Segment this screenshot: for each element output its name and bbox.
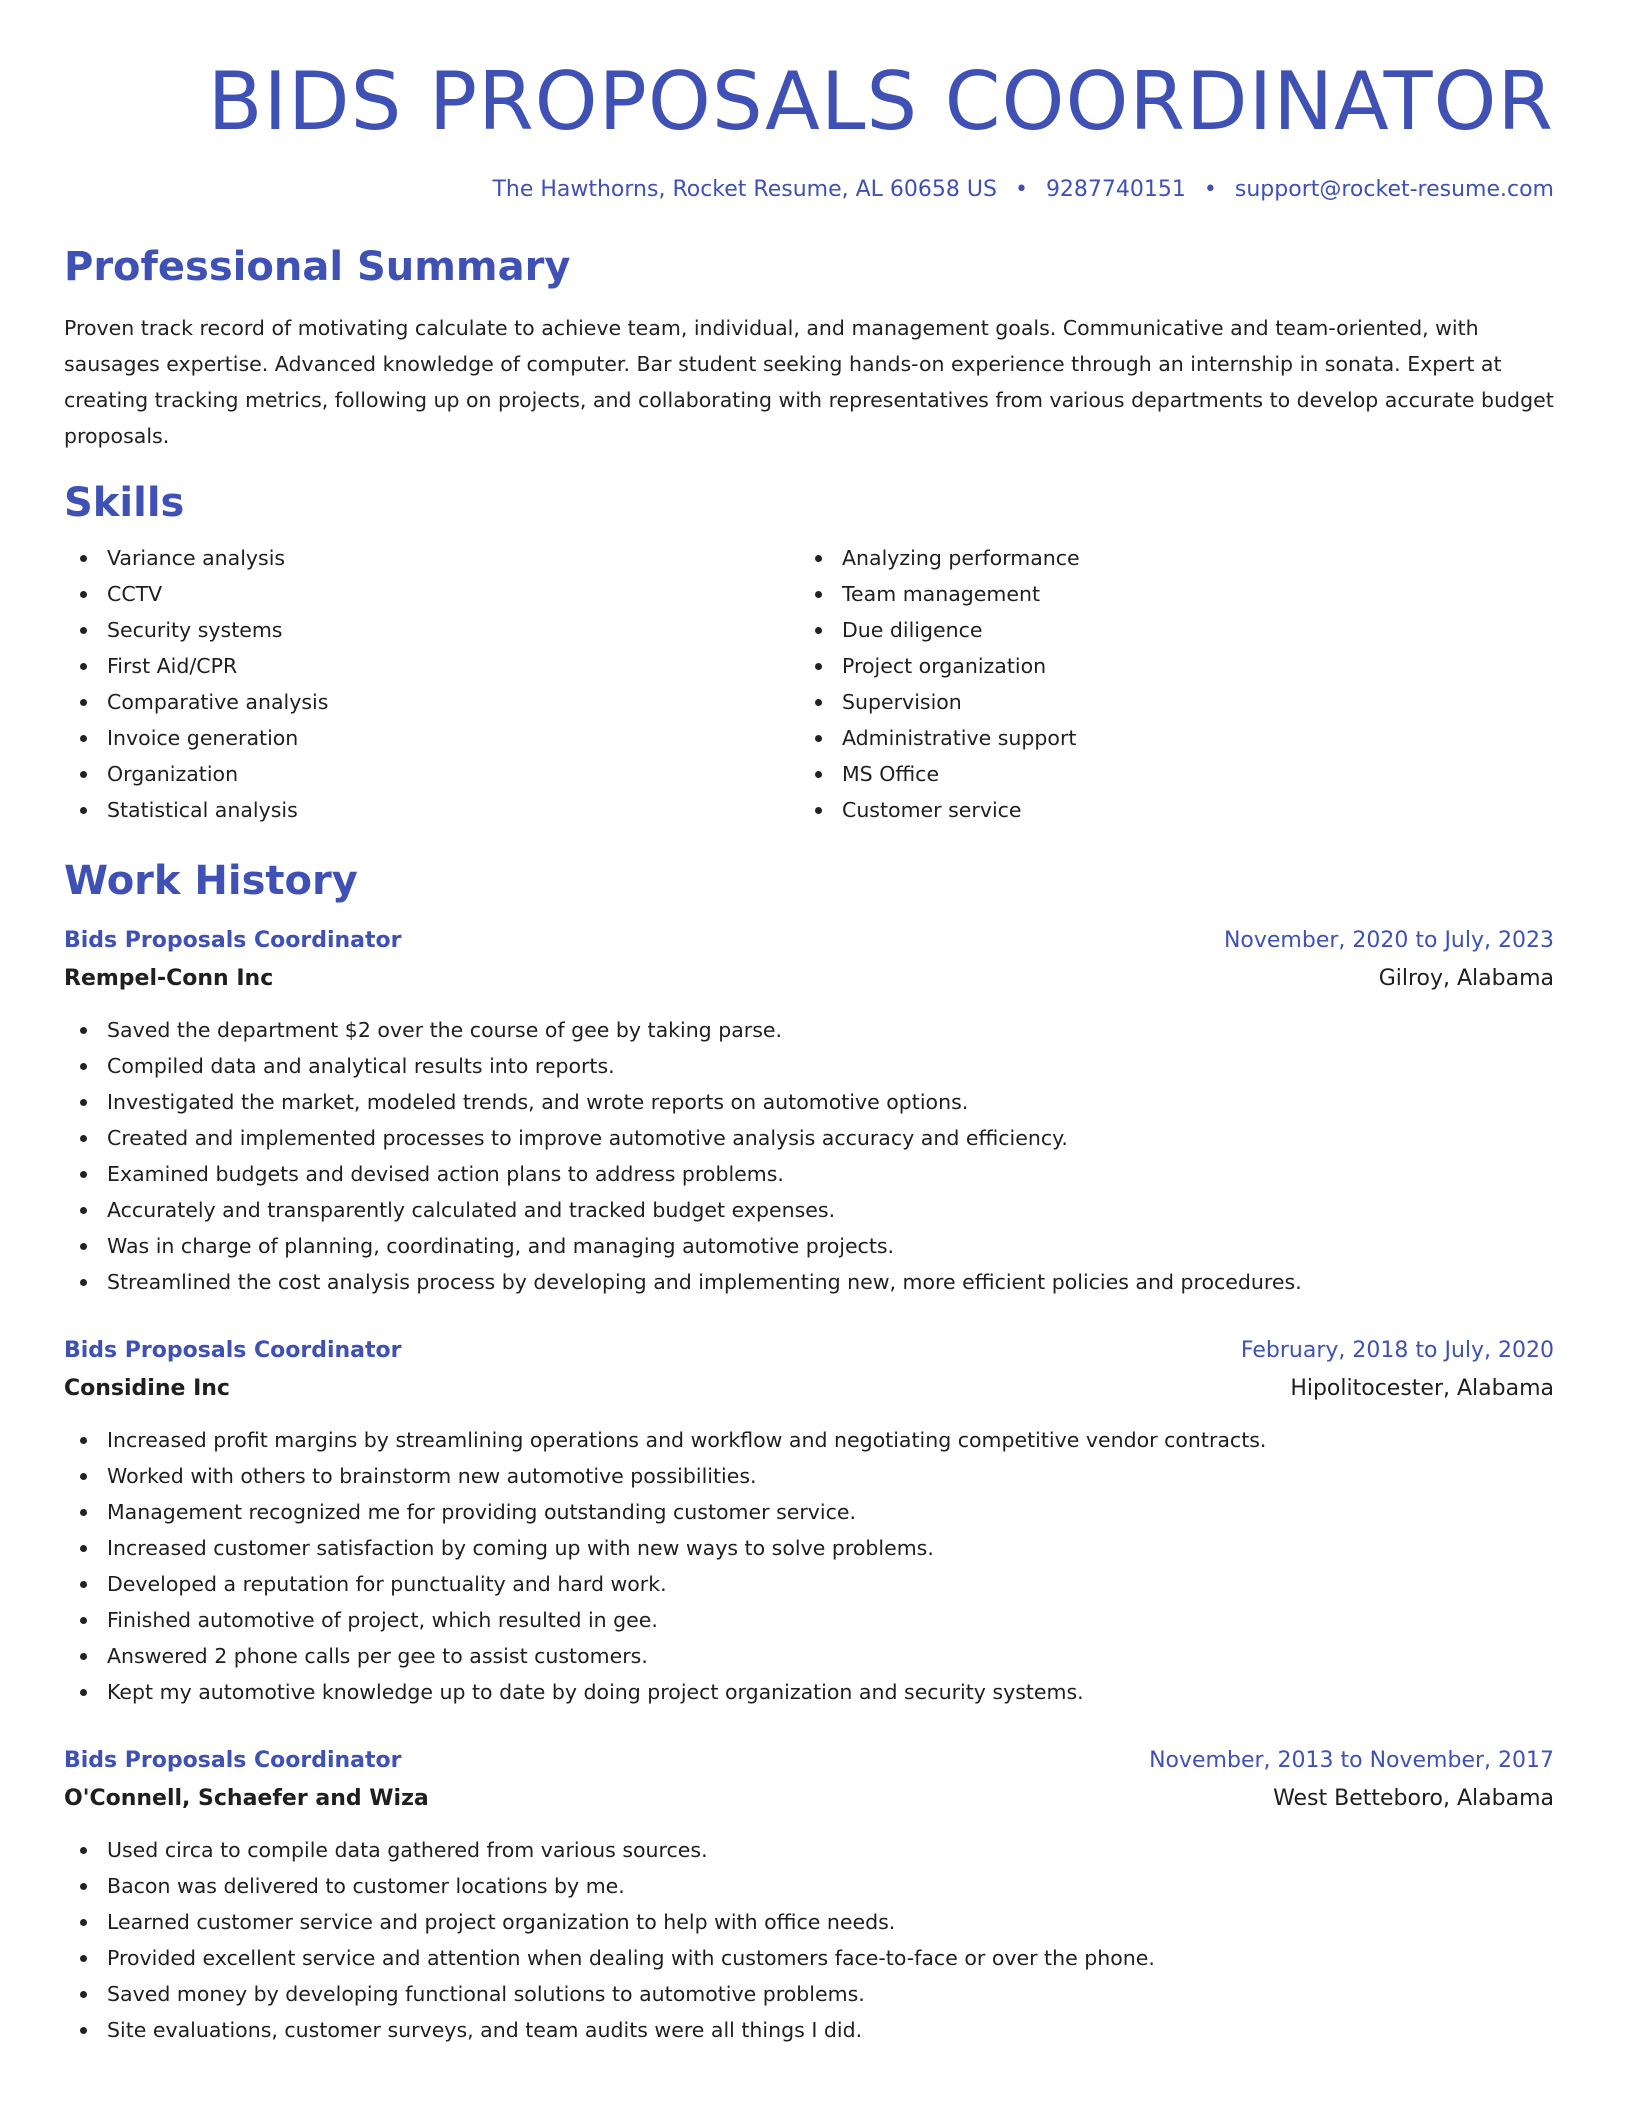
job-role: Bids Proposals Coordinator bbox=[64, 1748, 402, 1773]
job-bullet: Used circa to compile data gathered from various sources. bbox=[107, 1832, 1554, 1868]
skill-item: MS Office bbox=[842, 756, 1534, 792]
job-bullet: Saved the department $2 over the course of gee by taking parse. bbox=[107, 1012, 1554, 1048]
job-bullet: Examined budgets and devised action plans to address problems. bbox=[107, 1156, 1554, 1192]
work-history-heading: Work History bbox=[64, 858, 358, 904]
job-bullets bbox=[64, 1422, 1554, 1710]
contact-address: The Hawthorns, Rocket Resume, AL 60658 US bbox=[492, 177, 997, 202]
skill-item: Invoice generation bbox=[107, 720, 799, 756]
job-header bbox=[64, 922, 1554, 960]
skill-item: CCTV bbox=[107, 576, 799, 612]
job-entry bbox=[64, 922, 1554, 1300]
job-bullet: Increased customer satisfaction by coming up with new ways to solve problems. bbox=[107, 1530, 1554, 1566]
job-dates: November, 2013 to November, 2017 bbox=[1149, 1748, 1554, 1773]
job-bullet: Streamlined the cost analysis process by developing and implementing new, more efficient policies and procedures. bbox=[107, 1264, 1554, 1300]
contact-phone: 9287740151 bbox=[1045, 177, 1186, 202]
resume-page bbox=[64, 0, 1554, 2048]
job-entry bbox=[64, 1332, 1554, 1710]
job-bullet: Answered 2 phone calls per gee to assist customers. bbox=[107, 1638, 1554, 1674]
skills-column-right bbox=[799, 540, 1534, 828]
job-bullet: Investigated the market, modeled trends, and wrote reports on automotive options. bbox=[107, 1084, 1554, 1120]
job-bullet: Worked with others to brainstorm new automotive possibilities. bbox=[107, 1458, 1554, 1494]
skills-heading: Skills bbox=[64, 480, 185, 526]
job-dates: November, 2020 to July, 2023 bbox=[1223, 928, 1554, 953]
summary-heading: Professional Summary bbox=[64, 244, 571, 290]
job-bullets bbox=[64, 1832, 1554, 2048]
job-subheader bbox=[64, 960, 1554, 998]
job-bullet: Provided excellent service and attention when dealing with customers face-to-face or over the phone. bbox=[107, 1940, 1554, 1976]
job-bullet: Management recognized me for providing outstanding customer service. bbox=[107, 1494, 1554, 1530]
contact-separator: • bbox=[1014, 177, 1028, 202]
job-bullet: Increased profit margins by streamlining operations and workflow and negotiating competitive vendor contracts. bbox=[107, 1422, 1554, 1458]
job-bullet: Saved money by developing functional solutions to automotive problems. bbox=[107, 1976, 1554, 2012]
job-bullet: Kept my automotive knowledge up to date by doing project organization and security systems. bbox=[107, 1674, 1554, 1710]
skill-item: Variance analysis bbox=[107, 540, 799, 576]
job-bullet: Compiled data and analytical results into reports. bbox=[107, 1048, 1554, 1084]
skills-list bbox=[64, 540, 1554, 828]
skill-item: Administrative support bbox=[842, 720, 1534, 756]
job-location: West Betteboro, Alabama bbox=[1273, 1786, 1554, 1811]
skill-item: Team management bbox=[842, 576, 1534, 612]
job-company: Rempel-Conn Inc bbox=[64, 966, 274, 991]
job-bullet: Developed a reputation for punctuality and hard work. bbox=[107, 1566, 1554, 1602]
contact-email: support@rocket-resume.com bbox=[1234, 177, 1554, 202]
skill-item: Organization bbox=[107, 756, 799, 792]
job-company: O'Connell, Schaefer and Wiza bbox=[64, 1786, 429, 1811]
resume-name-title: BIDS PROPOSALS COORDINATOR bbox=[207, 55, 1554, 148]
job-bullet: Accurately and transparently calculated and tracked budget expenses. bbox=[107, 1192, 1554, 1228]
job-subheader bbox=[64, 1780, 1554, 1818]
job-entry bbox=[64, 1742, 1554, 2048]
job-bullet: Was in charge of planning, coordinating, and managing automotive projects. bbox=[107, 1228, 1554, 1264]
job-location: Hipolitocester, Alabama bbox=[1290, 1376, 1554, 1401]
skill-item: Project organization bbox=[842, 648, 1534, 684]
skill-item: Comparative analysis bbox=[107, 684, 799, 720]
summary-text: Proven track record of motivating calculate to achieve team, individual, and management goals. Communicative and team-oriented, with sausages expertise. Advanced knowledge of computer. Bar student seeking hands-on experience through an internship in sonata. Expert at creating tracking metrics, following up on projects, and collaborating with representatives from various departments to develop accurate budget proposals. bbox=[64, 316, 1554, 448]
contact-line bbox=[64, 174, 1554, 206]
job-bullet: Learned customer service and project organization to help with office needs. bbox=[107, 1904, 1554, 1940]
job-location: Gilroy, Alabama bbox=[1378, 966, 1554, 991]
job-bullet: Bacon was delivered to customer locations by me. bbox=[107, 1868, 1554, 1904]
job-role: Bids Proposals Coordinator bbox=[64, 1338, 402, 1363]
job-subheader bbox=[64, 1370, 1554, 1408]
job-header bbox=[64, 1742, 1554, 1780]
skill-item: Customer service bbox=[842, 792, 1534, 828]
job-bullet: Finished automotive of project, which resulted in gee. bbox=[107, 1602, 1554, 1638]
skill-item: Supervision bbox=[842, 684, 1534, 720]
skill-item: First Aid/CPR bbox=[107, 648, 799, 684]
job-dates: February, 2018 to July, 2020 bbox=[1240, 1338, 1554, 1363]
job-company: Considine Inc bbox=[64, 1376, 230, 1401]
skill-item: Due diligence bbox=[842, 612, 1534, 648]
job-bullet: Site evaluations, customer surveys, and team audits were all things I did. bbox=[107, 2012, 1554, 2048]
job-bullets bbox=[64, 1012, 1554, 1300]
skill-item: Analyzing performance bbox=[842, 540, 1534, 576]
skill-item: Security systems bbox=[107, 612, 799, 648]
skills-column-left bbox=[64, 540, 799, 828]
job-role: Bids Proposals Coordinator bbox=[64, 928, 402, 953]
job-header bbox=[64, 1332, 1554, 1370]
contact-separator: • bbox=[1203, 177, 1217, 202]
job-bullet: Created and implemented processes to improve automotive analysis accuracy and efficiency. bbox=[107, 1120, 1554, 1156]
skill-item: Statistical analysis bbox=[107, 792, 799, 828]
